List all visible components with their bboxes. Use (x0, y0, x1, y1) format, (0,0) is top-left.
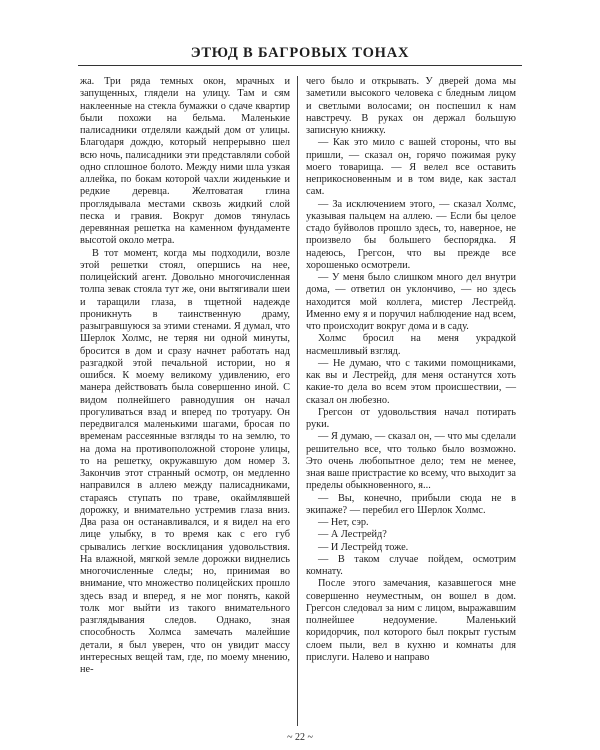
right-column (306, 76, 516, 664)
paragraph: — И Лестрейд тоже. (318, 541, 409, 553)
paragraph: — Вы, конечно, прибыли сюда не в экипаже? — перебил его Шерлок Холмс. (306, 492, 516, 516)
paragraph: После этого замечания, казавшегося мне совершенно неуместным, он вошел в дом. Грегсон следовал за ним с лицом, выражавшим полнейшее недоумение. Маленький коридорчик, пол которого был покрыт густым слоем пыли, вел в кухню и комнаты для прислуги. Налево и направо (306, 578, 516, 663)
running-title: ЭТЮД В БАГРОВЫХ ТОНАХ (190, 45, 410, 61)
paragraph: — У меня было слишком много дел внутри дома, — ответил он уклончиво, — но здесь находится мой коллега, мистер Лестрейд. Именно ему я и поручил наблюдение над всем, что происходит вокруг дома и в саду. (306, 272, 516, 332)
paragraph: — Не думаю, что с такими помощниками, как вы и Лестрейд, для меня останутся хоть какие-то дела во всем этом происшествии, — сказал он любезно. (306, 357, 516, 406)
running-header (78, 44, 522, 70)
paragraph: — За исключением этого, — сказал Холмс, указывая пальцем на аллею. — Если бы целое стадо буйволов прошло здесь, то, наверное, не произвело бы большего беспорядка. Я надеюсь, Грегсон, что вы прежде все хорошенько осмотрели. (306, 198, 516, 271)
column-divider (297, 76, 298, 726)
paragraph: чего было и открывать. У дверей дома мы заметили высокого человека с бледным лицом и светлыми волосами; он поспешил к нам навстречу. В руках он держал большую записную книжку. (306, 76, 516, 136)
paragraph: — В таком случае пойдем, осмотрим комнату. (306, 553, 516, 577)
paragraph: В тот момент, когда мы подходили, возле этой решетки стоял, опершись на нее, полицейский агент. Довольно многочисленная толпа зевак стояла тут же, они вытягивали шеи и таращили глаза, в тщетной надежде проникнуть в таинственную драму, разыгравшуюся за этими стенами. Я думал, что Шерлок Холмс, не теряя ни одной минуты, бросится в дом и сразу начнет работать над разгадкой этой печальной истории, но я ошибся. К моему великому удивлению, его манера действовать была совершенно иной. С видом полнейшего равнодушия он начал прогуливаться взад и вперед по тротуару. Он передвигался маленькими шагами, бросая по временам рассеянные взгляды то на землю, то на дома на противоположной стороне улицы, то на решетку, окружавшую дом номер 3. Закончив этот странный осмотр, он медленно направился в аллею между палисадниками, стараясь ступать по траве, окаймлявшей дорожку, и внимательно устремив глаза вниз. Два раза он останавливался, и я видел на его лице улыбку, в то время как с его губ срывались легкие восклицания удовольствия. На влажной, мягкой земле дорожки виднелись многочисленные следы; но, принимая во внимание, что множество полицейских прошло здесь взад и вперед, я не мог понять, какой толк мог выйти из такого внимательного разглядывания следов. Однако, зная способность Холмса замечать малейшие детали, я был уверен, что он увидит массу интересных вещей там, где, по моему мнению, не- (80, 247, 290, 675)
paragraph: — А Лестрейд? (318, 529, 387, 541)
paragraph: — Я думаю, — сказал он, — что мы сделали решительно все, что только было возможно. Это очень любопытное дело; тем не менее, зная ваше пристрастие ко всему, что выходит за пределы обыкновенного, я... (306, 431, 516, 492)
paragraph: жа. Три ряда темных окон, мрачных и запущенных, глядели на улицу. Там и сям наклеенные на стекла бумажки о сдаче квартир были похожи на бельма. Маленькие палисадники отделяли каждый дом от улицы. Благодаря дождю, который непрерывно шел всю ночь, палисадники эти представляли собой одно сплошное болото. Между ними шла узкая аллейка, по бокам которой чахли жиденькие и редкие деревца. Желтоватая глина проглядывала местами сквозь жидкий слой песка и гравия. Вокруг домов тянулась деревянная решетка на каменном фундаменте высотой около метра. (80, 76, 290, 247)
paragraph: — Нет, сэр. (318, 517, 369, 528)
paragraph: — Как это мило с вашей стороны, что вы пришли, — сказал он, горячо пожимая руку моего товарища. — Я велел все оставить неприкосновенным и в том виде, как застал сам. (306, 137, 516, 198)
page-number: ~ 22 ~ (287, 732, 313, 743)
paragraph: Холмс бросил на меня украдкой насмешливый взгляд. (306, 333, 516, 357)
header-rule (78, 65, 522, 66)
paragraph: Грегсон от удовольствия начал потирать руки. (306, 406, 516, 430)
left-column (80, 76, 290, 676)
